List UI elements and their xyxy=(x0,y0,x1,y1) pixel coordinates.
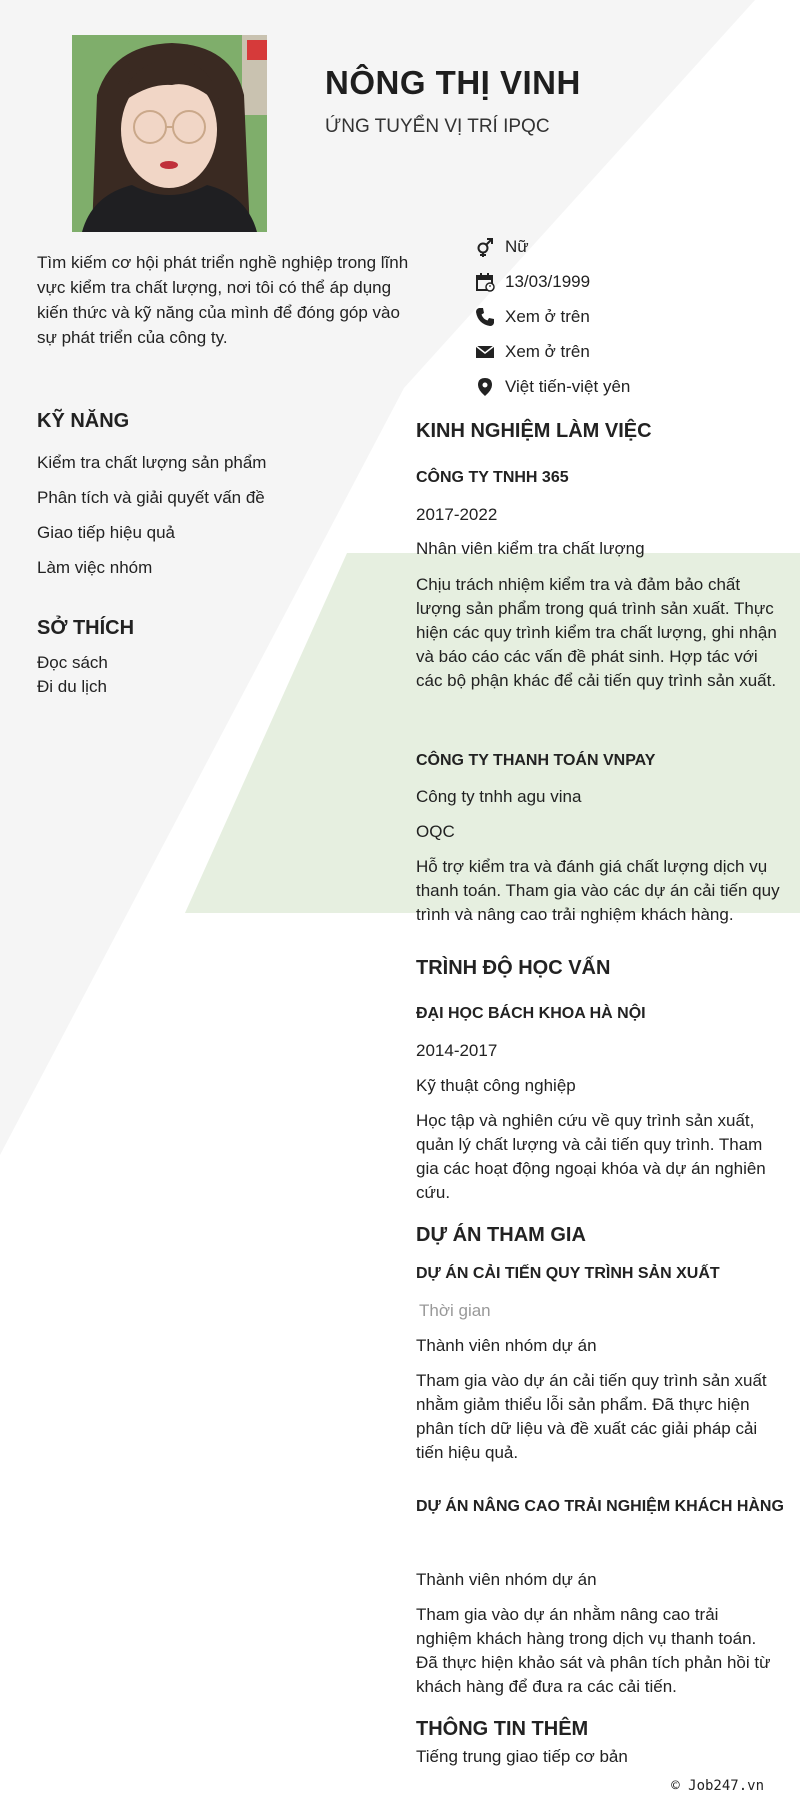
job-period: 2017-2022 xyxy=(416,505,498,524)
projects-title: DỰ ÁN THAM GIA xyxy=(416,1224,586,1246)
hobby-item: Đi du lịch xyxy=(37,677,107,696)
hobby-item: Đọc sách xyxy=(37,653,108,672)
phone-value: Xem ở trên xyxy=(505,306,590,326)
hobbies-title: SỞ THÍCH xyxy=(37,617,135,639)
contact-email xyxy=(473,334,793,369)
skill-item: Làm việc nhóm xyxy=(37,558,153,577)
experience-title: KINH NGHIỆM LÀM VIỆC xyxy=(416,420,652,442)
calendar-icon xyxy=(473,270,497,294)
profile-photo-icon xyxy=(72,35,267,232)
education-major: Kỹ thuật công nghiệp xyxy=(416,1076,576,1095)
hobbies-list xyxy=(37,651,108,699)
applied-position: ỨNG TUYỂN VỊ TRÍ IPQC xyxy=(325,116,550,137)
skills-list xyxy=(37,445,377,585)
gender-icon xyxy=(473,235,497,259)
project-name: DỰ ÁN NÂNG CAO TRẢI NGHIỆM KHÁCH HÀNG xyxy=(416,1498,784,1515)
contact-phone xyxy=(473,299,793,334)
gender-value: Nữ xyxy=(505,236,529,256)
additional-title: THÔNG TIN THÊM xyxy=(416,1718,589,1740)
footer-copyright: © Job247.vn xyxy=(671,1778,764,1794)
candidate-name: NÔNG THỊ VINH xyxy=(325,64,581,101)
job-description: Chịu trách nhiệm kiểm tra và đảm bảo chất lượng sản phẩm trong quá trình sản xuất. Thực hiện các quy trình kiểm tra chất lượng, ghi nhận và báo cáo các vấn đề phát sinh. Hợp tác với các bộ phận khác để cải tiến quy trình sản xuất. xyxy=(416,575,777,690)
project-role: Thành viên nhóm dự án xyxy=(416,1570,597,1589)
school-name: ĐẠI HỌC BÁCH KHOA HÀ NỘI xyxy=(416,1005,646,1022)
skill-item: Kiểm tra chất lượng sản phẩm xyxy=(37,453,267,472)
skills-title: KỸ NĂNG xyxy=(37,410,130,432)
job-company: CÔNG TY TNHH 365 xyxy=(416,469,569,486)
job-company: CÔNG TY THANH TOÁN VNPAY xyxy=(416,752,656,769)
project-time: Thời gian xyxy=(419,1301,491,1320)
education-period: 2014-2017 xyxy=(416,1041,498,1060)
project-role: Thành viên nhóm dự án xyxy=(416,1336,597,1355)
job-period: Công ty tnhh agu vina xyxy=(416,787,582,806)
skill-item: Phân tích và giải quyết vấn đề xyxy=(37,488,265,507)
skill-item: Giao tiếp hiệu quả xyxy=(37,523,175,542)
job-description: Hỗ trợ kiểm tra và đánh giá chất lượng dịch vụ thanh toán. Tham gia vào các dự án cải tiến quy trình và nâng cao trải nghiệm khách hàng. xyxy=(416,857,780,924)
phone-icon xyxy=(473,305,497,329)
education-description: Học tập và nghiên cứu về quy trình sản xuất, quản lý chất lượng và cải tiến quy trình. Tham gia các hoạt động ngoại khóa và dự án nghiên cứu. xyxy=(416,1111,766,1202)
education-title: TRÌNH ĐỘ HỌC VẤN xyxy=(416,957,611,979)
email-icon xyxy=(473,340,497,364)
additional-text: Tiếng trung giao tiếp cơ bản xyxy=(416,1747,628,1766)
contact-address xyxy=(473,369,793,404)
project-description: Tham gia vào dự án nhằm nâng cao trải nghiệm khách hàng trong dịch vụ thanh toán. Đã thực hiện khảo sát và phân tích phản hồi từ khách hàng để đưa ra các cải tiến. xyxy=(416,1605,771,1696)
contact-birthday xyxy=(473,264,793,299)
location-pin-icon xyxy=(473,375,497,399)
job-role: Nhân viên kiểm tra chất lượng xyxy=(416,539,645,558)
contact-gender xyxy=(473,229,793,264)
project-name: DỰ ÁN CẢI TIẾN QUY TRÌNH SẢN XUẤT xyxy=(416,1265,720,1282)
contact-info xyxy=(473,229,793,404)
birthday-value: 13/03/1999 xyxy=(505,271,591,291)
avatar xyxy=(72,35,267,232)
address-value: Việt tiến-việt yên xyxy=(505,376,631,396)
career-summary: Tìm kiếm cơ hội phát triển nghề nghiệp trong lĩnh vực kiểm tra chất lượng, nơi tôi có thể áp dụng kiến thức và kỹ năng của mình để đóng góp vào sự phát triển của công ty. xyxy=(37,253,409,347)
project-description: Tham gia vào dự án cải tiến quy trình sản xuất nhằm giảm thiểu lỗi sản phẩm. Đã thực hiện phân tích dữ liệu và đề xuất các giải pháp cải tiến hiệu quả. xyxy=(416,1371,767,1462)
job-role: OQC xyxy=(416,822,455,841)
email-value: Xem ở trên xyxy=(505,341,590,361)
